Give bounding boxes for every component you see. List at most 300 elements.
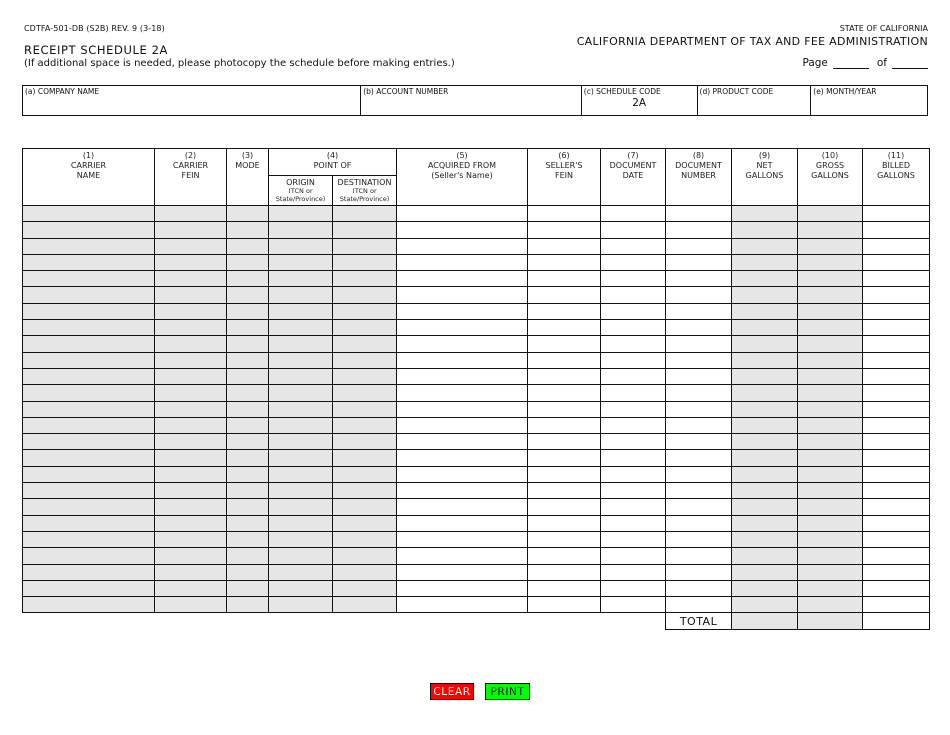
carrier-name-cell[interactable]	[23, 564, 155, 580]
carrier-name-cell[interactable]	[23, 580, 155, 596]
carrier-fein-cell[interactable]	[155, 254, 227, 270]
origin-cell[interactable]	[269, 515, 333, 531]
document-date-cell[interactable]	[601, 254, 666, 270]
mode-cell[interactable]	[227, 597, 269, 613]
sellers-fein-cell[interactable]	[528, 336, 601, 352]
mode-cell[interactable]	[227, 385, 269, 401]
mode-cell[interactable]	[227, 417, 269, 433]
destination-cell[interactable]	[333, 385, 397, 401]
carrier-fein-cell[interactable]	[155, 368, 227, 384]
sellers-fein-cell[interactable]	[528, 548, 601, 564]
mode-cell[interactable]	[227, 580, 269, 596]
origin-cell[interactable]	[269, 385, 333, 401]
sellers-fein-cell[interactable]	[528, 401, 601, 417]
carrier-fein-cell[interactable]	[155, 434, 227, 450]
document-date-cell[interactable]	[601, 515, 666, 531]
net-gallons-cell[interactable]	[732, 548, 798, 564]
gross-gallons-cell[interactable]	[798, 385, 863, 401]
sellers-fein-cell[interactable]	[528, 580, 601, 596]
net-gallons-cell[interactable]	[732, 206, 798, 222]
document-date-cell[interactable]	[601, 417, 666, 433]
gross-gallons-cell[interactable]	[798, 466, 863, 482]
gross-gallons-cell[interactable]	[798, 401, 863, 417]
destination-cell[interactable]	[333, 434, 397, 450]
billed-gallons-cell[interactable]	[863, 417, 930, 433]
mode-cell[interactable]	[227, 466, 269, 482]
document-date-cell[interactable]	[601, 271, 666, 287]
page-number-field[interactable]	[833, 57, 869, 69]
document-date-cell[interactable]	[601, 499, 666, 515]
carrier-fein-cell[interactable]	[155, 417, 227, 433]
net-gallons-cell[interactable]	[732, 499, 798, 515]
mode-cell[interactable]	[227, 450, 269, 466]
carrier-name-cell[interactable]	[23, 303, 155, 319]
carrier-fein-cell[interactable]	[155, 564, 227, 580]
carrier-name-cell[interactable]	[23, 417, 155, 433]
destination-cell[interactable]	[333, 450, 397, 466]
document-number-cell[interactable]	[666, 548, 732, 564]
destination-cell[interactable]	[333, 499, 397, 515]
carrier-name-cell[interactable]	[23, 597, 155, 613]
destination-cell[interactable]	[333, 320, 397, 336]
gross-gallons-cell[interactable]	[798, 417, 863, 433]
document-number-cell[interactable]	[666, 287, 732, 303]
gross-gallons-cell[interactable]	[798, 320, 863, 336]
total-gross-gallons[interactable]	[798, 613, 863, 630]
document-date-cell[interactable]	[601, 548, 666, 564]
carrier-fein-cell[interactable]	[155, 222, 227, 238]
document-date-cell[interactable]	[601, 466, 666, 482]
document-date-cell[interactable]	[601, 320, 666, 336]
sellers-fein-cell[interactable]	[528, 206, 601, 222]
document-number-cell[interactable]	[666, 254, 732, 270]
document-date-cell[interactable]	[601, 385, 666, 401]
net-gallons-cell[interactable]	[732, 352, 798, 368]
destination-cell[interactable]	[333, 287, 397, 303]
document-number-cell[interactable]	[666, 320, 732, 336]
billed-gallons-cell[interactable]	[863, 466, 930, 482]
mode-cell[interactable]	[227, 352, 269, 368]
billed-gallons-cell[interactable]	[863, 303, 930, 319]
origin-cell[interactable]	[269, 336, 333, 352]
destination-cell[interactable]	[333, 417, 397, 433]
net-gallons-cell[interactable]	[732, 580, 798, 596]
document-number-cell[interactable]	[666, 597, 732, 613]
acquired-from-cell[interactable]	[397, 515, 528, 531]
net-gallons-cell[interactable]	[732, 434, 798, 450]
carrier-name-cell[interactable]	[23, 287, 155, 303]
document-number-cell[interactable]	[666, 450, 732, 466]
net-gallons-cell[interactable]	[732, 401, 798, 417]
document-date-cell[interactable]	[601, 206, 666, 222]
destination-cell[interactable]	[333, 548, 397, 564]
gross-gallons-cell[interactable]	[798, 450, 863, 466]
gross-gallons-cell[interactable]	[798, 434, 863, 450]
destination-cell[interactable]	[333, 254, 397, 270]
gross-gallons-cell[interactable]	[798, 580, 863, 596]
destination-cell[interactable]	[333, 238, 397, 254]
carrier-fein-cell[interactable]	[155, 238, 227, 254]
carrier-name-cell[interactable]	[23, 352, 155, 368]
billed-gallons-cell[interactable]	[863, 580, 930, 596]
mode-cell[interactable]	[227, 499, 269, 515]
origin-cell[interactable]	[269, 222, 333, 238]
billed-gallons-cell[interactable]	[863, 352, 930, 368]
carrier-name-cell[interactable]	[23, 483, 155, 499]
destination-cell[interactable]	[333, 401, 397, 417]
document-date-cell[interactable]	[601, 531, 666, 547]
document-date-cell[interactable]	[601, 401, 666, 417]
destination-cell[interactable]	[333, 515, 397, 531]
sellers-fein-cell[interactable]	[528, 483, 601, 499]
gross-gallons-cell[interactable]	[798, 499, 863, 515]
acquired-from-cell[interactable]	[397, 580, 528, 596]
origin-cell[interactable]	[269, 368, 333, 384]
document-number-cell[interactable]	[666, 303, 732, 319]
mode-cell[interactable]	[227, 271, 269, 287]
document-number-cell[interactable]	[666, 515, 732, 531]
origin-cell[interactable]	[269, 254, 333, 270]
document-date-cell[interactable]	[601, 564, 666, 580]
carrier-fein-cell[interactable]	[155, 206, 227, 222]
origin-cell[interactable]	[269, 417, 333, 433]
acquired-from-cell[interactable]	[397, 385, 528, 401]
sellers-fein-cell[interactable]	[528, 434, 601, 450]
document-number-cell[interactable]	[666, 238, 732, 254]
mode-cell[interactable]	[227, 515, 269, 531]
gross-gallons-cell[interactable]	[798, 368, 863, 384]
sellers-fein-cell[interactable]	[528, 564, 601, 580]
document-date-cell[interactable]	[601, 303, 666, 319]
sellers-fein-cell[interactable]	[528, 385, 601, 401]
document-number-cell[interactable]	[666, 531, 732, 547]
carrier-fein-cell[interactable]	[155, 548, 227, 564]
acquired-from-cell[interactable]	[397, 401, 528, 417]
document-number-cell[interactable]	[666, 580, 732, 596]
net-gallons-cell[interactable]	[732, 597, 798, 613]
gross-gallons-cell[interactable]	[798, 222, 863, 238]
mode-cell[interactable]	[227, 401, 269, 417]
sellers-fein-cell[interactable]	[528, 271, 601, 287]
carrier-fein-cell[interactable]	[155, 483, 227, 499]
billed-gallons-cell[interactable]	[863, 499, 930, 515]
acquired-from-cell[interactable]	[397, 483, 528, 499]
origin-cell[interactable]	[269, 271, 333, 287]
carrier-fein-cell[interactable]	[155, 320, 227, 336]
document-date-cell[interactable]	[601, 287, 666, 303]
carrier-fein-cell[interactable]	[155, 597, 227, 613]
mode-cell[interactable]	[227, 320, 269, 336]
sellers-fein-cell[interactable]	[528, 368, 601, 384]
origin-cell[interactable]	[269, 206, 333, 222]
carrier-fein-cell[interactable]	[155, 515, 227, 531]
billed-gallons-cell[interactable]	[863, 564, 930, 580]
carrier-fein-cell[interactable]	[155, 531, 227, 547]
acquired-from-cell[interactable]	[397, 531, 528, 547]
sellers-fein-cell[interactable]	[528, 597, 601, 613]
destination-cell[interactable]	[333, 352, 397, 368]
sellers-fein-cell[interactable]	[528, 531, 601, 547]
billed-gallons-cell[interactable]	[863, 206, 930, 222]
net-gallons-cell[interactable]	[732, 222, 798, 238]
document-date-cell[interactable]	[601, 222, 666, 238]
gross-gallons-cell[interactable]	[798, 515, 863, 531]
acquired-from-cell[interactable]	[397, 336, 528, 352]
net-gallons-cell[interactable]	[732, 320, 798, 336]
carrier-name-cell[interactable]	[23, 548, 155, 564]
sellers-fein-cell[interactable]	[528, 499, 601, 515]
gross-gallons-cell[interactable]	[798, 548, 863, 564]
document-number-cell[interactable]	[666, 271, 732, 287]
total-billed-gallons[interactable]	[863, 613, 930, 630]
gross-gallons-cell[interactable]	[798, 531, 863, 547]
billed-gallons-cell[interactable]	[863, 320, 930, 336]
document-number-cell[interactable]	[666, 564, 732, 580]
billed-gallons-cell[interactable]	[863, 597, 930, 613]
destination-cell[interactable]	[333, 336, 397, 352]
carrier-name-cell[interactable]	[23, 222, 155, 238]
origin-cell[interactable]	[269, 303, 333, 319]
net-gallons-cell[interactable]	[732, 303, 798, 319]
net-gallons-cell[interactable]	[732, 336, 798, 352]
acquired-from-cell[interactable]	[397, 320, 528, 336]
carrier-fein-cell[interactable]	[155, 466, 227, 482]
carrier-name-cell[interactable]	[23, 254, 155, 270]
gross-gallons-cell[interactable]	[798, 352, 863, 368]
document-number-cell[interactable]	[666, 483, 732, 499]
document-date-cell[interactable]	[601, 434, 666, 450]
document-number-cell[interactable]	[666, 466, 732, 482]
document-number-cell[interactable]	[666, 385, 732, 401]
net-gallons-cell[interactable]	[732, 417, 798, 433]
origin-cell[interactable]	[269, 548, 333, 564]
origin-cell[interactable]	[269, 434, 333, 450]
document-number-cell[interactable]	[666, 499, 732, 515]
carrier-name-cell[interactable]	[23, 336, 155, 352]
origin-cell[interactable]	[269, 597, 333, 613]
carrier-fein-cell[interactable]	[155, 287, 227, 303]
origin-cell[interactable]	[269, 531, 333, 547]
carrier-fein-cell[interactable]	[155, 580, 227, 596]
billed-gallons-cell[interactable]	[863, 483, 930, 499]
sellers-fein-cell[interactable]	[528, 515, 601, 531]
acquired-from-cell[interactable]	[397, 450, 528, 466]
acquired-from-cell[interactable]	[397, 499, 528, 515]
document-date-cell[interactable]	[601, 336, 666, 352]
mode-cell[interactable]	[227, 564, 269, 580]
net-gallons-cell[interactable]	[732, 466, 798, 482]
sellers-fein-cell[interactable]	[528, 303, 601, 319]
carrier-name-cell[interactable]	[23, 206, 155, 222]
billed-gallons-cell[interactable]	[863, 238, 930, 254]
billed-gallons-cell[interactable]	[863, 336, 930, 352]
billed-gallons-cell[interactable]	[863, 254, 930, 270]
sellers-fein-cell[interactable]	[528, 466, 601, 482]
company-name-field[interactable]	[23, 86, 361, 115]
billed-gallons-cell[interactable]	[863, 385, 930, 401]
billed-gallons-cell[interactable]	[863, 434, 930, 450]
acquired-from-cell[interactable]	[397, 238, 528, 254]
carrier-fein-cell[interactable]	[155, 499, 227, 515]
acquired-from-cell[interactable]	[397, 287, 528, 303]
destination-cell[interactable]	[333, 483, 397, 499]
gross-gallons-cell[interactable]	[798, 254, 863, 270]
sellers-fein-cell[interactable]	[528, 222, 601, 238]
document-number-cell[interactable]	[666, 352, 732, 368]
mode-cell[interactable]	[227, 434, 269, 450]
carrier-name-cell[interactable]	[23, 320, 155, 336]
destination-cell[interactable]	[333, 531, 397, 547]
origin-cell[interactable]	[269, 320, 333, 336]
carrier-fein-cell[interactable]	[155, 336, 227, 352]
acquired-from-cell[interactable]	[397, 564, 528, 580]
net-gallons-cell[interactable]	[732, 450, 798, 466]
document-number-cell[interactable]	[666, 368, 732, 384]
carrier-fein-cell[interactable]	[155, 352, 227, 368]
mode-cell[interactable]	[227, 206, 269, 222]
carrier-name-cell[interactable]	[23, 499, 155, 515]
acquired-from-cell[interactable]	[397, 222, 528, 238]
destination-cell[interactable]	[333, 271, 397, 287]
print-button[interactable]: PRINT	[485, 683, 530, 700]
acquired-from-cell[interactable]	[397, 368, 528, 384]
mode-cell[interactable]	[227, 483, 269, 499]
product-code-field[interactable]	[698, 86, 812, 115]
net-gallons-cell[interactable]	[732, 515, 798, 531]
acquired-from-cell[interactable]	[397, 206, 528, 222]
carrier-fein-cell[interactable]	[155, 303, 227, 319]
net-gallons-cell[interactable]	[732, 254, 798, 270]
document-number-cell[interactable]	[666, 336, 732, 352]
carrier-fein-cell[interactable]	[155, 385, 227, 401]
document-number-cell[interactable]	[666, 222, 732, 238]
acquired-from-cell[interactable]	[397, 254, 528, 270]
sellers-fein-cell[interactable]	[528, 238, 601, 254]
origin-cell[interactable]	[269, 450, 333, 466]
carrier-fein-cell[interactable]	[155, 450, 227, 466]
gross-gallons-cell[interactable]	[798, 271, 863, 287]
mode-cell[interactable]	[227, 238, 269, 254]
acquired-from-cell[interactable]	[397, 303, 528, 319]
billed-gallons-cell[interactable]	[863, 222, 930, 238]
acquired-from-cell[interactable]	[397, 434, 528, 450]
mode-cell[interactable]	[227, 254, 269, 270]
sellers-fein-cell[interactable]	[528, 352, 601, 368]
net-gallons-cell[interactable]	[732, 368, 798, 384]
sellers-fein-cell[interactable]	[528, 254, 601, 270]
carrier-name-cell[interactable]	[23, 515, 155, 531]
mode-cell[interactable]	[227, 548, 269, 564]
carrier-fein-cell[interactable]	[155, 271, 227, 287]
net-gallons-cell[interactable]	[732, 238, 798, 254]
sellers-fein-cell[interactable]	[528, 287, 601, 303]
carrier-name-cell[interactable]	[23, 385, 155, 401]
billed-gallons-cell[interactable]	[863, 368, 930, 384]
carrier-name-cell[interactable]	[23, 238, 155, 254]
billed-gallons-cell[interactable]	[863, 531, 930, 547]
acquired-from-cell[interactable]	[397, 352, 528, 368]
origin-cell[interactable]	[269, 564, 333, 580]
document-date-cell[interactable]	[601, 352, 666, 368]
billed-gallons-cell[interactable]	[863, 548, 930, 564]
destination-cell[interactable]	[333, 564, 397, 580]
destination-cell[interactable]	[333, 303, 397, 319]
origin-cell[interactable]	[269, 483, 333, 499]
mode-cell[interactable]	[227, 336, 269, 352]
document-date-cell[interactable]	[601, 580, 666, 596]
net-gallons-cell[interactable]	[732, 531, 798, 547]
origin-cell[interactable]	[269, 499, 333, 515]
origin-cell[interactable]	[269, 352, 333, 368]
gross-gallons-cell[interactable]	[798, 206, 863, 222]
net-gallons-cell[interactable]	[732, 564, 798, 580]
destination-cell[interactable]	[333, 466, 397, 482]
acquired-from-cell[interactable]	[397, 597, 528, 613]
sellers-fein-cell[interactable]	[528, 417, 601, 433]
carrier-name-cell[interactable]	[23, 401, 155, 417]
page-total-field[interactable]	[892, 57, 928, 69]
net-gallons-cell[interactable]	[732, 287, 798, 303]
gross-gallons-cell[interactable]	[798, 564, 863, 580]
carrier-name-cell[interactable]	[23, 450, 155, 466]
billed-gallons-cell[interactable]	[863, 401, 930, 417]
gross-gallons-cell[interactable]	[798, 483, 863, 499]
net-gallons-cell[interactable]	[732, 385, 798, 401]
acquired-from-cell[interactable]	[397, 466, 528, 482]
origin-cell[interactable]	[269, 466, 333, 482]
destination-cell[interactable]	[333, 368, 397, 384]
gross-gallons-cell[interactable]	[798, 597, 863, 613]
net-gallons-cell[interactable]	[732, 483, 798, 499]
gross-gallons-cell[interactable]	[798, 238, 863, 254]
mode-cell[interactable]	[227, 368, 269, 384]
billed-gallons-cell[interactable]	[863, 515, 930, 531]
mode-cell[interactable]	[227, 222, 269, 238]
sellers-fein-cell[interactable]	[528, 320, 601, 336]
carrier-name-cell[interactable]	[23, 466, 155, 482]
destination-cell[interactable]	[333, 206, 397, 222]
mode-cell[interactable]	[227, 531, 269, 547]
document-number-cell[interactable]	[666, 206, 732, 222]
document-date-cell[interactable]	[601, 597, 666, 613]
destination-cell[interactable]	[333, 222, 397, 238]
document-number-cell[interactable]	[666, 434, 732, 450]
acquired-from-cell[interactable]	[397, 417, 528, 433]
origin-cell[interactable]	[269, 287, 333, 303]
carrier-name-cell[interactable]	[23, 531, 155, 547]
mode-cell[interactable]	[227, 287, 269, 303]
billed-gallons-cell[interactable]	[863, 450, 930, 466]
billed-gallons-cell[interactable]	[863, 271, 930, 287]
billed-gallons-cell[interactable]	[863, 287, 930, 303]
total-net-gallons[interactable]	[732, 613, 798, 630]
carrier-name-cell[interactable]	[23, 271, 155, 287]
gross-gallons-cell[interactable]	[798, 303, 863, 319]
document-date-cell[interactable]	[601, 238, 666, 254]
destination-cell[interactable]	[333, 580, 397, 596]
document-date-cell[interactable]	[601, 450, 666, 466]
gross-gallons-cell[interactable]	[798, 287, 863, 303]
account-number-field[interactable]	[361, 86, 582, 115]
carrier-fein-cell[interactable]	[155, 401, 227, 417]
net-gallons-cell[interactable]	[732, 271, 798, 287]
document-date-cell[interactable]	[601, 368, 666, 384]
destination-cell[interactable]	[333, 597, 397, 613]
document-number-cell[interactable]	[666, 417, 732, 433]
carrier-name-cell[interactable]	[23, 368, 155, 384]
month-year-field[interactable]	[811, 86, 927, 115]
sellers-fein-cell[interactable]	[528, 450, 601, 466]
